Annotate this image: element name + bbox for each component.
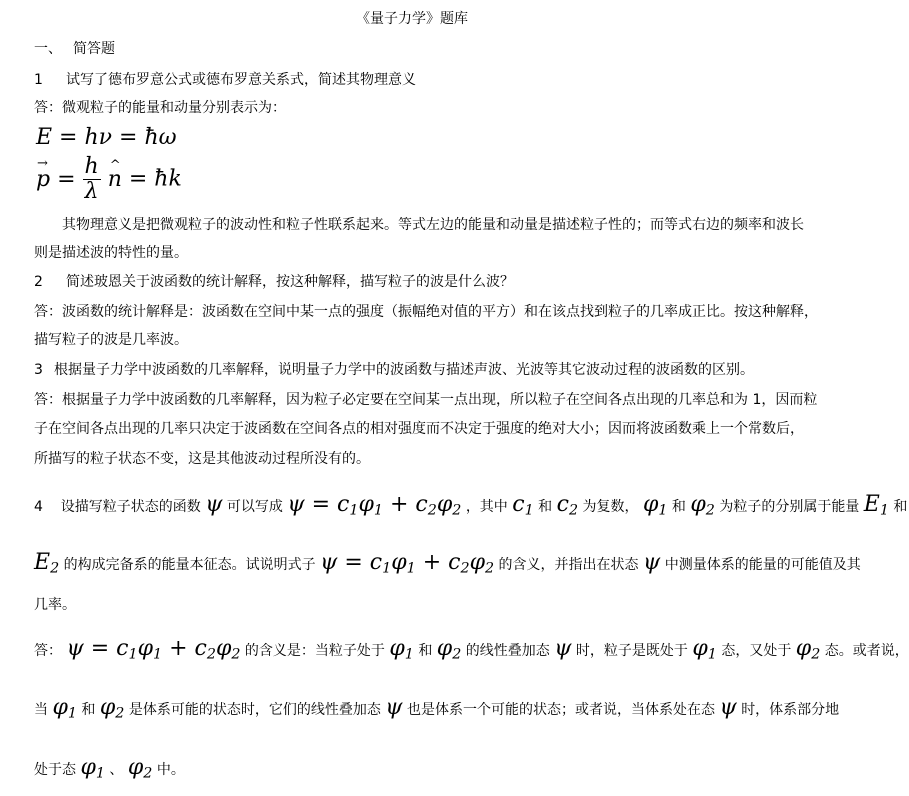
phi1-symbol-4: $\varphi_1$ [52, 695, 77, 722]
phi2-symbol: $\varphi_2$ [690, 492, 715, 519]
ans4-text-f: 态，又处于 [721, 643, 792, 659]
answer-4-line-1 [34, 638, 909, 662]
superposition-formula: $\psi = c_1\varphi_1 + c_2\varphi_2$ [287, 492, 462, 519]
question-4-line-2 [34, 552, 861, 576]
answer-2-line-2: 描写粒子的波是几率波。 [34, 332, 188, 348]
question-4-number: 4 [34, 499, 43, 515]
q4-line2-text-a: 的构成完备系的能量本征态。试说明式子 [63, 557, 316, 573]
phi1-symbol-5: $\varphi_1$ [80, 755, 105, 782]
ans4-line2-text-b: 和 [81, 702, 96, 718]
psi-symbol-4: ψ [385, 695, 403, 720]
ans4-line3-text-b: 、 [109, 762, 124, 778]
hbar-k-term: = ħk [128, 166, 182, 192]
phi1-symbol-3: $\varphi_1$ [692, 636, 717, 663]
c1-symbol: $c_1$ [512, 492, 534, 519]
answer-4-line-2 [34, 697, 839, 721]
ans4-text-g: 态。或者说， [824, 643, 909, 659]
q4-text-h: 和 [893, 499, 908, 515]
ans4-line2-text-d: 也是体系一个可能的状态；或者说，当体系处在态 [407, 702, 716, 718]
q4-text-b: 可以写成 [226, 499, 283, 515]
ans4-line2-text-c: 是体系可能的状态时，它们的线性叠加态 [128, 702, 381, 718]
question-3-number: 3 [34, 362, 43, 378]
page-title: 《量子力学》题库 [356, 11, 468, 27]
e2-symbol: $E_2$ [34, 550, 60, 577]
ans4-text-e: 时，粒子是既处于 [575, 643, 688, 659]
phi1-symbol: $\varphi_1$ [642, 492, 668, 519]
de-broglie-momentum-formula [36, 156, 182, 203]
question-4-line-3: 几率。 [34, 597, 76, 613]
phi2-symbol-5: $\varphi_2$ [127, 755, 153, 782]
momentum-symbol: → p = [36, 169, 76, 191]
phi2-symbol-3: $\varphi_2$ [795, 636, 821, 663]
answer-3-line-3: 所描写的粒子状态不变，这是其他波动过程所没有的。 [34, 451, 370, 467]
h-over-lambda-fraction: $\frac{h}{\lambda}$ [84, 154, 99, 204]
phi2-symbol-2: $\varphi_2$ [436, 636, 462, 663]
c2-symbol: $c_2$ [556, 492, 579, 519]
psi-symbol-5: ψ [719, 695, 737, 720]
unit-vector-n: ^ n [108, 169, 122, 191]
ans4-text-a: 答： [34, 643, 62, 659]
question-1-text: 试写了德布罗意公式或德布罗意关系式，简述其物理意义 [66, 72, 416, 88]
ans4-text-d: 的线性叠加态 [465, 643, 550, 659]
phi1-symbol-2: $\varphi_1$ [389, 636, 414, 663]
q4-text-f: 和 [671, 499, 686, 515]
superposition-formula-3: $\psi = c_1\varphi_1 + c_2\varphi_2$ [66, 636, 241, 663]
phi2-symbol-4: $\varphi_2$ [99, 695, 125, 722]
answer-1-intro: 答：微观粒子的能量和动量分别表示为： [34, 100, 286, 116]
q4-text-c: ，其中 [465, 499, 508, 515]
question-3-text: 根据量子力学中波函数的几率解释，说明量子力学中的波函数与描述声波、光波等其它波动过程的波函数的区别。 [54, 362, 754, 378]
psi-symbol-3: ψ [554, 636, 572, 661]
psi-symbol-2: ψ [642, 550, 661, 575]
e1-symbol: $E_1$ [863, 492, 889, 519]
question-1-number: 1 [34, 72, 43, 88]
q4-line2-text-b: 的含义，并指出在状态 [498, 557, 639, 573]
question-2-number: 2 [34, 274, 43, 290]
q4-text-d: 和 [538, 499, 553, 515]
q4-line2-text-c: 中测量体系的能量的可能值及其 [664, 557, 861, 573]
answer-1-explanation-line-1: 其物理意义是把微观粒子的波动性和粒子性联系起来。等式左边的能量和动量是描述粒子性的；而等式右边的频率和波长 [62, 217, 804, 233]
section-number: 一、 [34, 41, 62, 57]
answer-2-line-1: 答：波函数的统计解释是：波函数在空间中某一点的强度（振幅绝对值的平方）和在该点找到粒子的几率成正比。按这种解释， [34, 304, 818, 320]
question-4-line-1 [34, 494, 907, 518]
question-2-text: 简述玻恩关于波函数的统计解释，按这种解释，描写粒子的波是什么波？ [66, 274, 514, 290]
q4-text-g: 为粒子的分别属于能量 [719, 499, 860, 515]
superposition-formula-2: $\psi = c_1\varphi_1 + c_2\varphi_2$ [320, 550, 495, 577]
ans4-text-c: 和 [418, 643, 433, 659]
section-label: 简答题 [73, 41, 115, 57]
ans4-text-b: 的含义是：当粒子处于 [244, 643, 385, 659]
ans4-line3-text-a: 处于态 [34, 762, 76, 778]
answer-3-line-2: 子在空间各点出现的几率只决定于波函数在空间各点的相对强度而不决定于强度的绝对大小；因而将波函数乘上一个常数后， [34, 421, 804, 437]
q4-text-e: 为复数， [582, 499, 639, 515]
ans4-line2-text-e: 时，体系部分地 [741, 702, 840, 718]
ans4-line2-text-a: 当 [34, 702, 48, 718]
ans4-line3-text-c: 中。 [156, 762, 185, 778]
q4-text-a: 设描写粒子状态的函数 [60, 499, 201, 515]
de-broglie-energy-formula: E = hν = ħω [36, 125, 177, 150]
answer-3-line-1: 答：根据量子力学中波函数的几率解释，因为粒子必定要在空间某一点出现，所以粒子在空间各点出现的几率总和为 1，因而粒 [34, 392, 818, 408]
answer-1-explanation-line-2: 则是描述波的特性的量。 [34, 245, 188, 261]
answer-4-line-3 [34, 757, 185, 781]
psi-symbol: ψ [205, 492, 223, 517]
